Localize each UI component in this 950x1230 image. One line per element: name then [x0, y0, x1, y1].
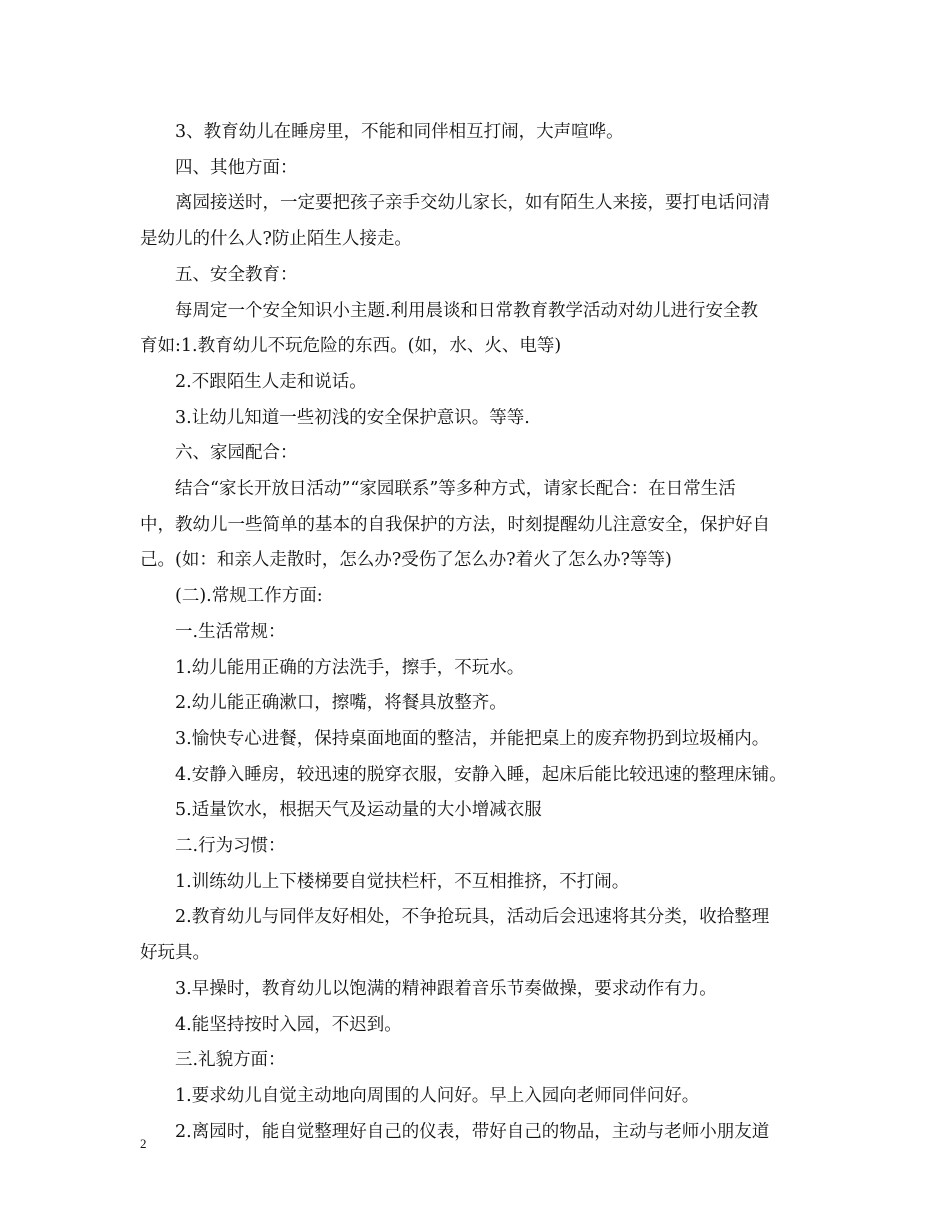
text-line: 二.行为习惯： — [175, 836, 286, 857]
text-line: 六、家园配合： — [175, 443, 298, 464]
text-line: 育如:1.教育幼儿不玩危险的东西。(如，水、火、电等) — [140, 336, 562, 357]
text-line: 四、其他方面： — [175, 157, 298, 178]
text-line: 好玩具。 — [140, 943, 210, 964]
text-line: 离园接送时，一定要把孩子亲手交幼儿家长，如有陌生人来接，要打电话问清 — [175, 193, 770, 214]
text-line: 2.不跟陌生人走和说话。 — [175, 371, 367, 392]
text-line: 1.要求幼儿自觉主动地向周围的人问好。早上入园向老师同伴问好。 — [175, 1085, 700, 1106]
document-body — [140, 115, 820, 1150]
text-line: (二).常规工作方面: — [175, 586, 323, 607]
text-line: 三.礼貌方面： — [175, 1050, 286, 1071]
text-line: 己。(如：和亲人走散时，怎么办?受伤了怎么办?着火了怎么办?等等) — [140, 550, 672, 571]
text-line: 4.能坚持按时入园，不迟到。 — [175, 1014, 402, 1035]
text-line: 五、安全教育： — [175, 264, 298, 285]
text-line: 2.离园时，能自觉整理好自己的仪表，带好自己的物品，主动与老师小朋友道 — [175, 1121, 770, 1142]
text-line: 4.安静入睡房，较迅速的脱穿衣服，安静入睡，起床后能比较迅速的整理床铺。 — [175, 764, 787, 785]
text-line: 2.幼儿能正确漱口，擦嘴，将餐具放整齐。 — [175, 693, 507, 714]
text-line: 3.让幼儿知道一些初浅的安全保护意识。等等. — [175, 407, 530, 428]
text-line: 1.幼儿能用正确的方法洗手，擦手，不玩水。 — [175, 657, 525, 678]
text-line: 2.教育幼儿与同伴友好相处，不争抢玩具，活动后会迅速将其分类，收拾整理 — [175, 907, 770, 928]
text-line: 3.愉快专心进餐，保持桌面地面的整洁，并能把桌上的废弃物扔到垃圾桶内。 — [175, 728, 770, 749]
text-line: 5.适量饮水，根据天气及运动量的大小增减衣服 — [175, 800, 542, 821]
text-line: 中，教幼儿一些简单的基本的自我保护的方法，时刻提醒幼儿注意安全，保护好自 — [140, 514, 770, 535]
text-line: 一.生活常规： — [175, 621, 286, 642]
text-line: 结合“家长开放日活动”“家园联系”等多种方式，请家长配合：在日常生活 — [175, 479, 736, 500]
text-line: 3、教育幼儿在睡房里，不能和同伴相互打闹，大声喧哗。 — [175, 122, 624, 142]
text-line: 是幼儿的什么人?防止陌生人接走。 — [140, 229, 412, 250]
text-line: 1.训练幼儿上下楼梯要自觉扶栏杆，不互相推挤，不打闹。 — [175, 871, 630, 892]
page-number: 2 — [140, 1136, 147, 1151]
text-line: 3.早操时，教育幼儿以饱满的精神跟着音乐节奏做操，要求动作有力。 — [175, 978, 717, 999]
text-line: 每周定一个安全知识小主题.利用晨谈和日常教育教学活动对幼儿进行安全教 — [175, 300, 759, 321]
